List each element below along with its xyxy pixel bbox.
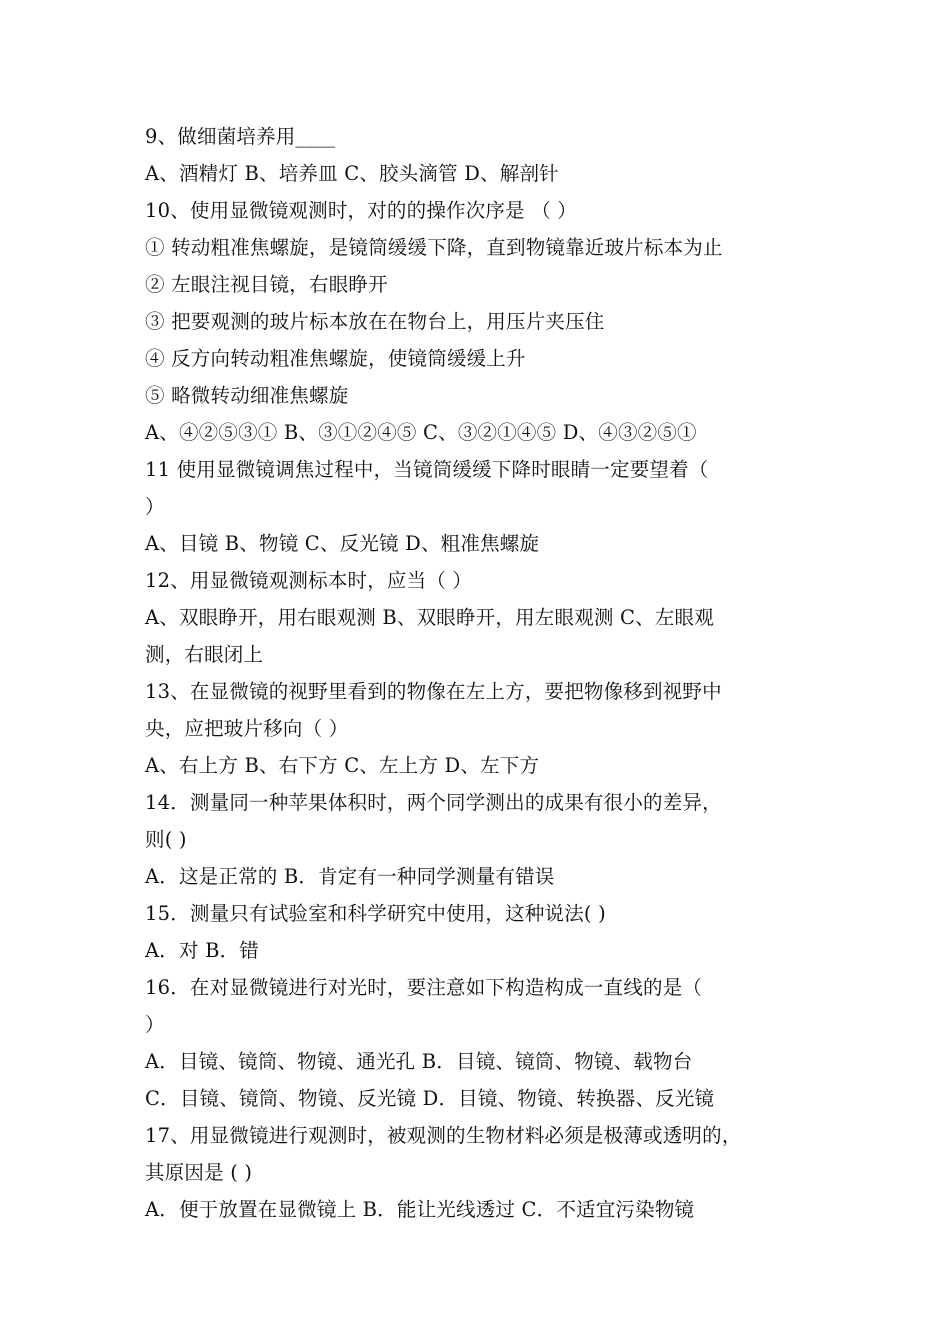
question-12: 12、用显微镜观测标本时，应当（ ）: [145, 569, 473, 592]
question-16-options-ab: A．目镜、镜筒、物镜、通光孔 B．目镜、镜筒、物镜、载物台: [145, 1050, 693, 1073]
question-10-step-3: ③ 把要观测的玻片标本放在在物台上，用压片夹压住: [145, 310, 605, 333]
question-11: 11 使用显微镜调焦过程中，当镜筒缓缓下降时眼睛一定要望着（: [145, 458, 709, 481]
question-16-options-cd: C．目镜、镜筒、物镜、反光镜 D．目镜、物镜、转换器、反光镜: [145, 1087, 715, 1110]
question-16-continued: ）: [145, 1013, 165, 1036]
question-15: 15．测量只有试验室和科学研究中使用，这种说法( ): [145, 902, 606, 925]
question-15-options: A．对 B．错: [145, 939, 260, 962]
question-9-options: A、酒精灯 B、培养皿 C、胶头滴管 D、解剖针: [145, 162, 559, 185]
question-14: 14．测量同一种苹果体积时，两个同学测出的成果有很小的差异，: [145, 791, 722, 814]
question-16: 16．在对显微镜进行对光时，要注意如下构造构成一直线的是（: [145, 976, 703, 999]
question-17-continued: 其原因是 ( ): [145, 1161, 253, 1184]
question-14-options: A．这是正常的 B．肯定有一种同学测量有错误: [145, 865, 555, 888]
question-10-step-1: ① 转动粗准焦螺旋，是镜筒缓缓下降，直到物镜靠近玻片标本为止: [145, 236, 723, 259]
question-10-options: A、④②⑤③① B、③①②④⑤ C、③②①④⑤ D、④③②⑤①: [145, 421, 697, 444]
question-13-options: A、右上方 B、右下方 C、左上方 D、左下方: [145, 754, 540, 777]
question-12-options: A、双眼睁开，用右眼观测 B、双眼睁开，用左眼观测 C、左眼观: [145, 606, 714, 629]
question-9: 9、做细菌培养用____: [145, 125, 336, 148]
question-10-step-2: ② 左眼注视目镜，右眼睁开: [145, 273, 388, 296]
question-12-options-continued: 测，右眼闭上: [145, 643, 264, 666]
question-11-continued: ）: [145, 495, 165, 518]
question-14-continued: 则( ): [145, 828, 187, 851]
question-13-continued: 央，应把玻片移向（ ）: [145, 717, 349, 740]
question-10-step-4: ④ 反方向转动粗准焦螺旋，使镜筒缓缓上升: [145, 347, 526, 370]
question-13: 13、在显微镜的视野里看到的物像在左上方，要把物像移到视野中: [145, 680, 722, 703]
question-17: 17、用显微镜进行观测时，被观测的生物材料必须是极薄或透明的，: [145, 1124, 742, 1147]
question-10-step-5: ⑤ 略微转动细准焦螺旋: [145, 384, 349, 407]
question-11-options: A、目镜 B、物镜 C、反光镜 D、粗准焦螺旋: [145, 532, 540, 555]
question-17-options: A．便于放置在显微镜上 B．能让光线透过 C．不适宜污染物镜: [145, 1198, 695, 1221]
document-page: [145, 118, 810, 1228]
question-10: 10、使用显微镜观测时，对的的操作次序是 （ ）: [145, 199, 578, 222]
